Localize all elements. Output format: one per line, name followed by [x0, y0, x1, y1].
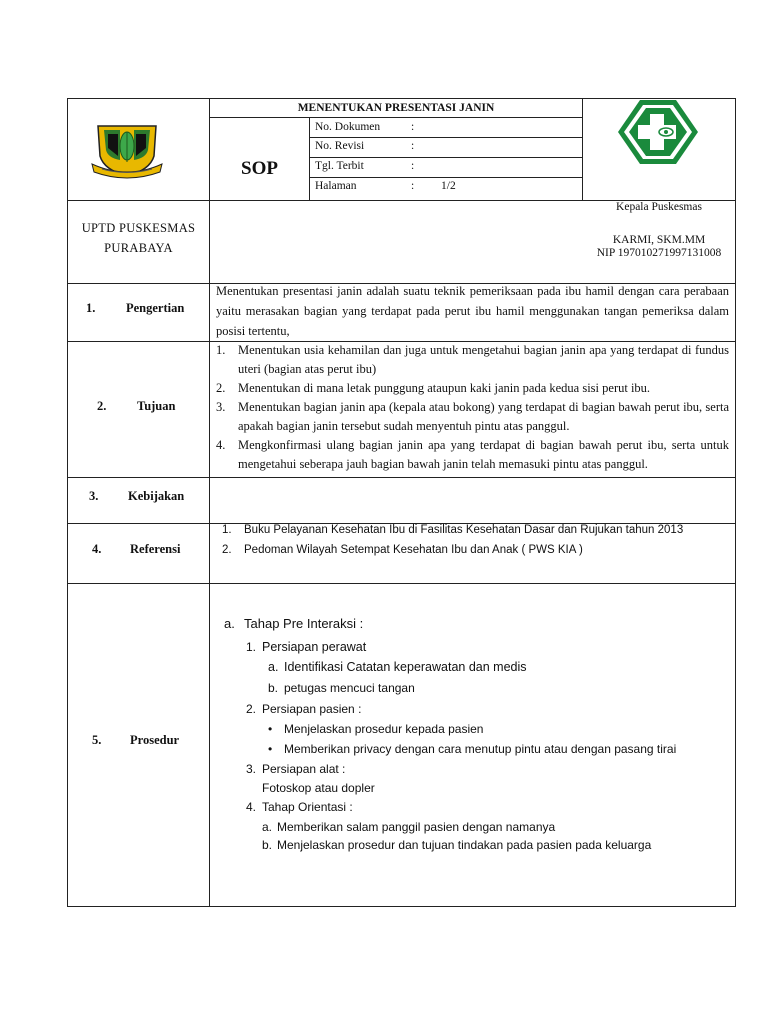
puskesmas-logo: [616, 98, 700, 166]
list-item: 1. Menentukan usia kehamilan dan juga untuk mengetahui bagian janin apa yang terdapat di fundus uteri (bagian atas perut ibu): [216, 343, 729, 376]
section-num-1: 1.: [86, 301, 96, 315]
section-num-2: 2.: [97, 399, 107, 413]
meta-label: No. Dokumen: [315, 121, 381, 133]
meta-sep: :: [411, 180, 415, 192]
step-title: Tahap Orientasi :: [262, 800, 353, 814]
step-title: Persiapan perawat: [262, 640, 367, 654]
tujuan-list: [216, 341, 729, 474]
section-num-4: 4.: [92, 542, 102, 556]
step-sub-text: Menjelaskan prosedur kepada pasien: [284, 722, 484, 736]
step-sub-mark: b.: [268, 681, 279, 695]
list-item: 1. Buku Pelayanan Kesehatan Ibu di Fasilitas Kesehatan Dasar dan Rujukan tahun 2013: [222, 524, 684, 536]
step-sub-text: petugas mencuci tangan: [284, 681, 415, 695]
head-nip: NIP 197010271997131008: [596, 247, 722, 259]
list-item: 2. Pedoman Wilayah Setempat Kesehatan Ibu dan Anak ( PWS KIA ): [222, 544, 583, 556]
prosedur-a-label: a.: [224, 616, 235, 631]
document-title: MENENTUKAN PRESENTASI JANIN: [297, 102, 495, 114]
step-num: 1.: [246, 640, 257, 654]
step-sub-text: Memberikan privacy dengan cara menutup pintu atau dengan pasang tirai: [284, 742, 677, 756]
meta-label: Tgl. Terbit: [315, 160, 364, 172]
step-title: Persiapan alat :: [262, 762, 346, 776]
step-sub-text: Identifikasi Catatan keperawatan dan medis: [284, 660, 527, 674]
step-sub-mark: •: [268, 742, 273, 756]
pengertian-text: Menentukan presentasi janin adalah suatu teknik pemeriksaan pada ibu hamil dengan cara perabaan yaitu merasakan bagian yang terdapat pada perut ibu hamil menggunakan tangan pemeriksa dalam posisi tertentu,: [216, 284, 729, 338]
section-label-pengertian: Pengertian: [126, 301, 185, 315]
meta-value: 1/2: [441, 180, 456, 192]
prosedur-a-title: Tahap Pre Interaksi :: [244, 616, 364, 631]
step-sub-text: Menjelaskan prosedur dan tujuan tindakan pada pasien pada keluarga: [277, 838, 652, 852]
head-title: Kepala Puskesmas: [616, 201, 702, 213]
step-sub-text: Memberikan salam panggil pasien dengan namanya: [277, 820, 556, 834]
list-item: 3. Menentukan bagian janin apa (kepala atau bokong) yang terdapat di bagian bawah perut ibu, serta apakah bagian janin tersebut sudah menyentuh pintu atas panggul.: [216, 400, 729, 433]
head-name: KARMI, SKM.MM: [612, 234, 706, 246]
section-num-3: 3.: [89, 489, 99, 503]
org-line-2: PURABAYA: [104, 241, 173, 255]
org-line-1: UPTD PUSKESMAS: [81, 221, 196, 235]
meta-label: Halaman: [315, 180, 357, 192]
meta-row-revisi: [315, 138, 580, 156]
meta-label: No. Revisi: [315, 140, 365, 152]
meta-sep: :: [411, 140, 415, 152]
step-sub-mark: a.: [262, 820, 273, 834]
step-title: Persiapan pasien :: [262, 702, 362, 716]
meta-row-halaman: [315, 178, 580, 196]
meta-row-terbit: [315, 158, 580, 176]
step-sub-mark: a.: [268, 660, 279, 674]
list-item: 2. Menentukan di mana letak punggung ataupun kaki janin pada kedua sisi perut ibu.: [216, 381, 651, 395]
org-name: [68, 218, 209, 258]
meta-sep: :: [411, 121, 415, 133]
section-label-kebijakan: Kebijakan: [128, 489, 185, 503]
step-num: 2.: [246, 702, 257, 716]
section-label-referensi: Referensi: [130, 542, 181, 556]
meta-sep: :: [411, 160, 415, 172]
step-num: 3.: [246, 762, 257, 776]
list-item: 4. Mengkonfirmasi ulang bagian janin apa yang terdapat di bagian bawah perut ibu, serta untuk mengetahui seberapa jauh bagian bawah janin telah memasuki pintu atas panggul.: [216, 438, 729, 471]
sop-label: SOP: [241, 158, 278, 179]
step-num: 4.: [246, 800, 257, 814]
section-label-tujuan: Tujuan: [137, 399, 176, 413]
step-sub-mark: •: [268, 722, 273, 736]
regional-emblem-logo: [90, 118, 164, 182]
step-sub-mark: b.: [262, 838, 273, 852]
step-detail: Fotoskop atau dopler: [262, 781, 375, 795]
section-num-5: 5.: [92, 733, 102, 747]
meta-row-dokumen: [315, 119, 580, 137]
section-label-prosedur: Prosedur: [130, 733, 180, 747]
referensi-list: [222, 520, 732, 560]
